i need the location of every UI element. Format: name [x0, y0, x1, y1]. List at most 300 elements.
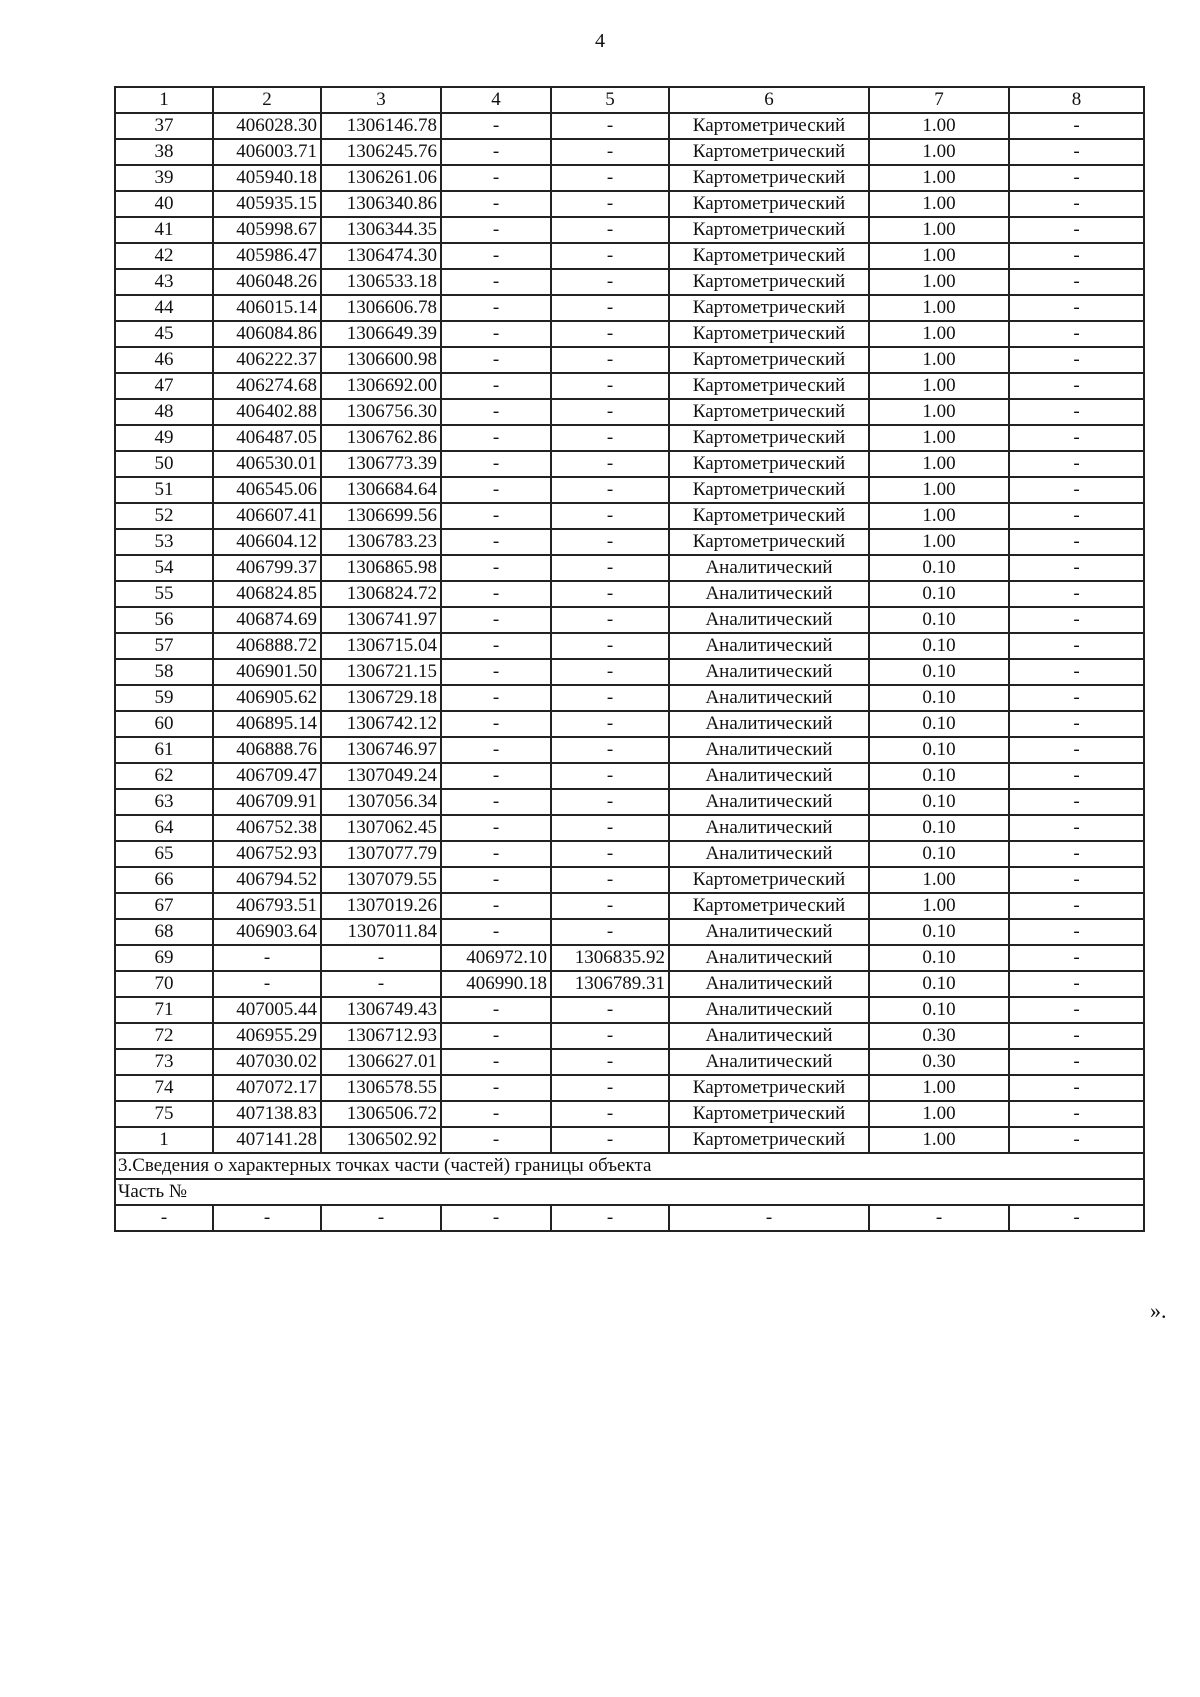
y-coordinate-cell: 1307011.84	[321, 919, 441, 945]
y-coordinate-cell: 1306715.04	[321, 633, 441, 659]
method-cell: Картометрический	[669, 295, 869, 321]
new-x-coordinate-cell: -	[441, 841, 551, 867]
new-x-coordinate-cell: -	[441, 1049, 551, 1075]
point-number-cell: 59	[115, 685, 213, 711]
description-cell: -	[1009, 503, 1144, 529]
new-y-coordinate-cell: -	[551, 919, 669, 945]
new-y-coordinate-cell: -	[551, 711, 669, 737]
y-coordinate-cell: 1306261.06	[321, 165, 441, 191]
y-coordinate-cell: 1306146.78	[321, 113, 441, 139]
x-coordinate-cell: 405935.15	[213, 191, 321, 217]
new-y-coordinate-cell: -	[551, 581, 669, 607]
new-x-coordinate-cell: -	[441, 737, 551, 763]
x-coordinate-cell: 405998.67	[213, 217, 321, 243]
description-cell: -	[1009, 113, 1144, 139]
table-row	[115, 347, 1144, 373]
point-number-cell: 70	[115, 971, 213, 997]
precision-cell: 0.10	[869, 971, 1009, 997]
description-cell: -	[1009, 1075, 1144, 1101]
y-coordinate-cell: 1306742.12	[321, 711, 441, 737]
table-row	[115, 581, 1144, 607]
description-cell: -	[1009, 607, 1144, 633]
description-cell: -	[1009, 347, 1144, 373]
new-y-coordinate-cell: -	[551, 373, 669, 399]
new-x-coordinate-cell: -	[441, 1075, 551, 1101]
x-coordinate-cell: 407072.17	[213, 1075, 321, 1101]
precision-cell: 1.00	[869, 295, 1009, 321]
table-row	[115, 191, 1144, 217]
x-coordinate-cell: 406903.64	[213, 919, 321, 945]
empty-cell: -	[213, 1205, 321, 1231]
y-coordinate-cell: 1306340.86	[321, 191, 441, 217]
column-number: 8	[1009, 87, 1144, 113]
description-cell: -	[1009, 451, 1144, 477]
precision-cell: 1.00	[869, 243, 1009, 269]
method-cell: Картометрический	[669, 269, 869, 295]
point-number-cell: 60	[115, 711, 213, 737]
new-y-coordinate-cell: 1306835.92	[551, 945, 669, 971]
part-label-row	[115, 1179, 1144, 1205]
description-cell: -	[1009, 243, 1144, 269]
new-x-coordinate-cell: -	[441, 139, 551, 165]
new-x-coordinate-cell: -	[441, 529, 551, 555]
x-coordinate-cell: 406402.88	[213, 399, 321, 425]
description-cell: -	[1009, 997, 1144, 1023]
point-number-cell: 57	[115, 633, 213, 659]
x-coordinate-cell: 406874.69	[213, 607, 321, 633]
method-cell: Аналитический	[669, 919, 869, 945]
method-cell: Картометрический	[669, 451, 869, 477]
precision-cell: 1.00	[869, 503, 1009, 529]
point-number-cell: 53	[115, 529, 213, 555]
method-cell: Картометрический	[669, 477, 869, 503]
table-row	[115, 425, 1144, 451]
point-number-cell: 47	[115, 373, 213, 399]
y-coordinate-cell: 1306627.01	[321, 1049, 441, 1075]
y-coordinate-cell: 1307079.55	[321, 867, 441, 893]
precision-cell: 1.00	[869, 191, 1009, 217]
precision-cell: 1.00	[869, 451, 1009, 477]
table-row	[115, 139, 1144, 165]
point-number-cell: 42	[115, 243, 213, 269]
x-coordinate-cell: 406752.93	[213, 841, 321, 867]
table-row	[115, 867, 1144, 893]
precision-cell: 0.10	[869, 945, 1009, 971]
point-number-cell: 62	[115, 763, 213, 789]
method-cell: Картометрический	[669, 1075, 869, 1101]
empty-cell: -	[551, 1205, 669, 1231]
point-number-cell: 61	[115, 737, 213, 763]
table-row	[115, 165, 1144, 191]
method-cell: Аналитический	[669, 971, 869, 997]
new-y-coordinate-cell: -	[551, 737, 669, 763]
precision-cell: 1.00	[869, 113, 1009, 139]
y-coordinate-cell: 1306865.98	[321, 555, 441, 581]
method-cell: Картометрический	[669, 321, 869, 347]
x-coordinate-cell: 406955.29	[213, 1023, 321, 1049]
new-y-coordinate-cell: -	[551, 789, 669, 815]
new-x-coordinate-cell: -	[441, 763, 551, 789]
precision-cell: 1.00	[869, 893, 1009, 919]
y-coordinate-cell: -	[321, 971, 441, 997]
column-number: 7	[869, 87, 1009, 113]
new-y-coordinate-cell: -	[551, 425, 669, 451]
new-y-coordinate-cell: -	[551, 867, 669, 893]
method-cell: Аналитический	[669, 841, 869, 867]
point-number-cell: 40	[115, 191, 213, 217]
point-number-cell: 45	[115, 321, 213, 347]
new-x-coordinate-cell: -	[441, 113, 551, 139]
table-row	[115, 971, 1144, 997]
x-coordinate-cell: 406487.05	[213, 425, 321, 451]
method-cell: Картометрический	[669, 399, 869, 425]
table-row	[115, 399, 1144, 425]
y-coordinate-cell: 1306824.72	[321, 581, 441, 607]
new-y-coordinate-cell: -	[551, 529, 669, 555]
y-coordinate-cell: 1306578.55	[321, 1075, 441, 1101]
point-number-cell: 74	[115, 1075, 213, 1101]
new-y-coordinate-cell: -	[551, 893, 669, 919]
new-x-coordinate-cell: -	[441, 373, 551, 399]
method-cell: Аналитический	[669, 737, 869, 763]
description-cell: -	[1009, 737, 1144, 763]
x-coordinate-cell: 406888.72	[213, 633, 321, 659]
table-row	[115, 295, 1144, 321]
point-number-cell: 1	[115, 1127, 213, 1153]
new-y-coordinate-cell: -	[551, 997, 669, 1023]
new-y-coordinate-cell: -	[551, 477, 669, 503]
y-coordinate-cell: 1306721.15	[321, 659, 441, 685]
new-x-coordinate-cell: 406972.10	[441, 945, 551, 971]
method-cell: Аналитический	[669, 815, 869, 841]
x-coordinate-cell: 406709.91	[213, 789, 321, 815]
table-body	[115, 87, 1144, 1153]
new-y-coordinate-cell: -	[551, 399, 669, 425]
x-coordinate-cell: 406530.01	[213, 451, 321, 477]
y-coordinate-cell: 1306762.86	[321, 425, 441, 451]
description-cell: -	[1009, 867, 1144, 893]
description-cell: -	[1009, 789, 1144, 815]
new-x-coordinate-cell: -	[441, 165, 551, 191]
point-number-cell: 55	[115, 581, 213, 607]
method-cell: Картометрический	[669, 529, 869, 555]
description-cell: -	[1009, 633, 1144, 659]
new-x-coordinate-cell: -	[441, 243, 551, 269]
method-cell: Аналитический	[669, 1049, 869, 1075]
empty-cell: -	[321, 1205, 441, 1231]
new-y-coordinate-cell: -	[551, 113, 669, 139]
table-row	[115, 1127, 1144, 1153]
method-cell: Аналитический	[669, 659, 869, 685]
x-coordinate-cell: 406607.41	[213, 503, 321, 529]
y-coordinate-cell: 1306756.30	[321, 399, 441, 425]
new-y-coordinate-cell: -	[551, 607, 669, 633]
table-row	[115, 477, 1144, 503]
column-number: 5	[551, 87, 669, 113]
new-y-coordinate-cell: -	[551, 1023, 669, 1049]
method-cell: Картометрический	[669, 139, 869, 165]
empty-cell: -	[869, 1205, 1009, 1231]
column-number-row	[115, 87, 1144, 113]
precision-cell: 0.10	[869, 841, 1009, 867]
section-title-row	[115, 1153, 1144, 1179]
empty-cell: -	[115, 1205, 213, 1231]
precision-cell: 1.00	[869, 425, 1009, 451]
new-x-coordinate-cell: -	[441, 997, 551, 1023]
new-x-coordinate-cell: -	[441, 1101, 551, 1127]
description-cell: -	[1009, 217, 1144, 243]
description-cell: -	[1009, 841, 1144, 867]
new-y-coordinate-cell: -	[551, 451, 669, 477]
point-number-cell: 65	[115, 841, 213, 867]
y-coordinate-cell: 1306245.76	[321, 139, 441, 165]
point-number-cell: 48	[115, 399, 213, 425]
column-number: 4	[441, 87, 551, 113]
table-row	[115, 373, 1144, 399]
method-cell: Аналитический	[669, 555, 869, 581]
description-cell: -	[1009, 139, 1144, 165]
new-y-coordinate-cell: -	[551, 685, 669, 711]
y-coordinate-cell: 1306344.35	[321, 217, 441, 243]
description-cell: -	[1009, 165, 1144, 191]
new-y-coordinate-cell: -	[551, 1101, 669, 1127]
method-cell: Картометрический	[669, 1127, 869, 1153]
x-coordinate-cell: 406895.14	[213, 711, 321, 737]
precision-cell: 1.00	[869, 373, 1009, 399]
point-number-cell: 63	[115, 789, 213, 815]
method-cell: Картометрический	[669, 191, 869, 217]
x-coordinate-cell: 406048.26	[213, 269, 321, 295]
description-cell: -	[1009, 295, 1144, 321]
method-cell: Картометрический	[669, 867, 869, 893]
y-coordinate-cell: 1306506.72	[321, 1101, 441, 1127]
new-y-coordinate-cell: -	[551, 815, 669, 841]
method-cell: Картометрический	[669, 373, 869, 399]
y-coordinate-cell: 1307049.24	[321, 763, 441, 789]
description-cell: -	[1009, 321, 1144, 347]
new-y-coordinate-cell: -	[551, 269, 669, 295]
point-number-cell: 51	[115, 477, 213, 503]
table-row	[115, 555, 1144, 581]
new-y-coordinate-cell: -	[551, 347, 669, 373]
new-x-coordinate-cell: -	[441, 1127, 551, 1153]
point-number-cell: 43	[115, 269, 213, 295]
y-coordinate-cell: 1307077.79	[321, 841, 441, 867]
point-number-cell: 69	[115, 945, 213, 971]
description-cell: -	[1009, 971, 1144, 997]
precision-cell: 0.10	[869, 659, 1009, 685]
precision-cell: 0.30	[869, 1049, 1009, 1075]
empty-cell: -	[441, 1205, 551, 1231]
method-cell: Картометрический	[669, 217, 869, 243]
x-coordinate-cell: 406793.51	[213, 893, 321, 919]
point-number-cell: 44	[115, 295, 213, 321]
precision-cell: 1.00	[869, 399, 1009, 425]
method-cell: Картометрический	[669, 1101, 869, 1127]
method-cell: Аналитический	[669, 685, 869, 711]
table-row	[115, 685, 1144, 711]
y-coordinate-cell: 1306729.18	[321, 685, 441, 711]
y-coordinate-cell: 1306533.18	[321, 269, 441, 295]
x-coordinate-cell: 406901.50	[213, 659, 321, 685]
new-y-coordinate-cell: 1306789.31	[551, 971, 669, 997]
precision-cell: 0.10	[869, 607, 1009, 633]
method-cell: Аналитический	[669, 789, 869, 815]
table-row	[115, 607, 1144, 633]
method-cell: Аналитический	[669, 711, 869, 737]
description-cell: -	[1009, 555, 1144, 581]
description-cell: -	[1009, 191, 1144, 217]
new-x-coordinate-cell: -	[441, 217, 551, 243]
new-y-coordinate-cell: -	[551, 1127, 669, 1153]
x-coordinate-cell: 406028.30	[213, 113, 321, 139]
method-cell: Аналитический	[669, 763, 869, 789]
page-number: 4	[595, 30, 605, 52]
method-cell: Аналитический	[669, 997, 869, 1023]
description-cell: -	[1009, 529, 1144, 555]
point-number-cell: 37	[115, 113, 213, 139]
description-cell: -	[1009, 1023, 1144, 1049]
new-x-coordinate-cell: -	[441, 503, 551, 529]
precision-cell: 0.10	[869, 815, 1009, 841]
new-y-coordinate-cell: -	[551, 1075, 669, 1101]
description-cell: -	[1009, 373, 1144, 399]
point-number-cell: 58	[115, 659, 213, 685]
precision-cell: 1.00	[869, 1127, 1009, 1153]
y-coordinate-cell: 1307056.34	[321, 789, 441, 815]
x-coordinate-cell: 407030.02	[213, 1049, 321, 1075]
new-x-coordinate-cell: -	[441, 711, 551, 737]
table-row	[115, 659, 1144, 685]
x-coordinate-cell: 406794.52	[213, 867, 321, 893]
precision-cell: 1.00	[869, 347, 1009, 373]
precision-cell: 0.10	[869, 789, 1009, 815]
table-row	[115, 711, 1144, 737]
new-x-coordinate-cell: -	[441, 399, 551, 425]
new-y-coordinate-cell: -	[551, 321, 669, 347]
point-number-cell: 68	[115, 919, 213, 945]
description-cell: -	[1009, 1127, 1144, 1153]
precision-cell: 0.10	[869, 581, 1009, 607]
method-cell: Аналитический	[669, 581, 869, 607]
precision-cell: 0.30	[869, 1023, 1009, 1049]
new-y-coordinate-cell: -	[551, 165, 669, 191]
point-number-cell: 50	[115, 451, 213, 477]
y-coordinate-cell: 1306699.56	[321, 503, 441, 529]
point-number-cell: 75	[115, 1101, 213, 1127]
table-row	[115, 815, 1144, 841]
new-y-coordinate-cell: -	[551, 503, 669, 529]
point-number-cell: 67	[115, 893, 213, 919]
x-coordinate-cell: 405986.47	[213, 243, 321, 269]
x-coordinate-cell: -	[213, 971, 321, 997]
new-x-coordinate-cell: -	[441, 581, 551, 607]
table-row	[115, 113, 1144, 139]
new-y-coordinate-cell: -	[551, 633, 669, 659]
new-x-coordinate-cell: -	[441, 321, 551, 347]
method-cell: Аналитический	[669, 945, 869, 971]
table-row	[115, 1049, 1144, 1075]
x-coordinate-cell: 407141.28	[213, 1127, 321, 1153]
x-coordinate-cell: 406709.47	[213, 763, 321, 789]
new-x-coordinate-cell: -	[441, 477, 551, 503]
x-coordinate-cell: -	[213, 945, 321, 971]
table-row	[115, 633, 1144, 659]
new-x-coordinate-cell: -	[441, 919, 551, 945]
table-row	[115, 1023, 1144, 1049]
precision-cell: 0.10	[869, 633, 1009, 659]
description-cell: -	[1009, 919, 1144, 945]
method-cell: Аналитический	[669, 607, 869, 633]
section-title: 3.Сведения о характерных точках части (частей) границы объекта	[115, 1153, 1144, 1179]
point-number-cell: 39	[115, 165, 213, 191]
y-coordinate-cell: 1306773.39	[321, 451, 441, 477]
precision-cell: 1.00	[869, 1101, 1009, 1127]
new-x-coordinate-cell: -	[441, 893, 551, 919]
precision-cell: 1.00	[869, 477, 1009, 503]
table-row	[115, 919, 1144, 945]
method-cell: Картометрический	[669, 503, 869, 529]
description-cell: -	[1009, 269, 1144, 295]
table-row	[115, 893, 1144, 919]
boundary-points-table	[114, 86, 1145, 1232]
precision-cell: 0.10	[869, 711, 1009, 737]
y-coordinate-cell: 1306649.39	[321, 321, 441, 347]
x-coordinate-cell: 406274.68	[213, 373, 321, 399]
new-y-coordinate-cell: -	[551, 217, 669, 243]
x-coordinate-cell: 406604.12	[213, 529, 321, 555]
x-coordinate-cell: 406545.06	[213, 477, 321, 503]
description-cell: -	[1009, 711, 1144, 737]
y-coordinate-cell: 1306502.92	[321, 1127, 441, 1153]
new-y-coordinate-cell: -	[551, 555, 669, 581]
description-cell: -	[1009, 659, 1144, 685]
y-coordinate-cell: 1306600.98	[321, 347, 441, 373]
new-x-coordinate-cell: -	[441, 555, 551, 581]
point-number-cell: 46	[115, 347, 213, 373]
x-coordinate-cell: 406888.76	[213, 737, 321, 763]
point-number-cell: 72	[115, 1023, 213, 1049]
description-cell: -	[1009, 425, 1144, 451]
description-cell: -	[1009, 763, 1144, 789]
precision-cell: 1.00	[869, 217, 1009, 243]
precision-cell: 1.00	[869, 321, 1009, 347]
x-coordinate-cell: 406003.71	[213, 139, 321, 165]
method-cell: Картометрический	[669, 347, 869, 373]
point-number-cell: 71	[115, 997, 213, 1023]
point-number-cell: 49	[115, 425, 213, 451]
new-x-coordinate-cell: -	[441, 607, 551, 633]
new-y-coordinate-cell: -	[551, 659, 669, 685]
y-coordinate-cell: 1307062.45	[321, 815, 441, 841]
table-row	[115, 217, 1144, 243]
precision-cell: 0.10	[869, 997, 1009, 1023]
method-cell: Картометрический	[669, 893, 869, 919]
new-y-coordinate-cell: -	[551, 191, 669, 217]
x-coordinate-cell: 405940.18	[213, 165, 321, 191]
description-cell: -	[1009, 815, 1144, 841]
table-row	[115, 529, 1144, 555]
precision-cell: 1.00	[869, 1075, 1009, 1101]
description-cell: -	[1009, 685, 1144, 711]
y-coordinate-cell: 1306712.93	[321, 1023, 441, 1049]
x-coordinate-cell: 406752.38	[213, 815, 321, 841]
method-cell: Картометрический	[669, 165, 869, 191]
description-cell: -	[1009, 399, 1144, 425]
y-coordinate-cell: 1307019.26	[321, 893, 441, 919]
part-label: Часть №	[115, 1179, 1144, 1205]
empty-cell: -	[1009, 1205, 1144, 1231]
